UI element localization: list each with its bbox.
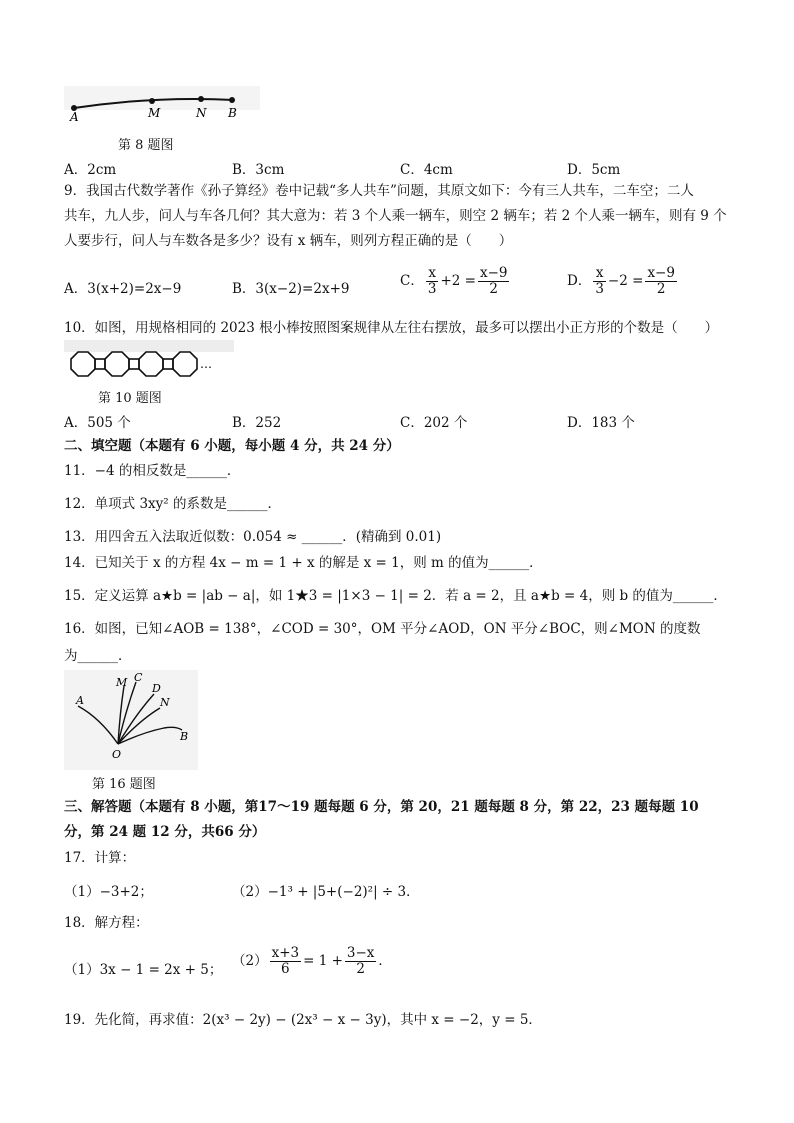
label-m: M	[148, 106, 161, 120]
q9-line-3: 人要步行，问人与车数各是多少？设有 x 辆车，则列方程正确的是（ ）	[64, 233, 513, 249]
q16-line-2: 为______．	[64, 648, 132, 664]
q10-option-c: C．202 个	[400, 415, 468, 431]
q10-option-b: B．252	[232, 415, 282, 431]
q11: 11．−4 的相反数是______．	[64, 463, 241, 479]
ellipsis: …	[200, 357, 212, 371]
label-b: B	[228, 106, 237, 120]
section-3-heading-line-1: 三、解答题（本题有 8 小题，第17～19 题每题 6 分，第 20，21 题每题 8 分，第 22，23 题每题 10	[64, 799, 699, 815]
q9-option-a: A．3(x+2)=2x−9	[64, 281, 182, 297]
q10-option-a: A．505 个	[64, 415, 131, 431]
q13: 13．用四舍五入法取近似数：0.054 ≈ ______．(精确到 0.01)	[64, 529, 442, 545]
q16-figure	[64, 670, 198, 770]
section-3-heading-line-2: 分，第 24 题 12 分，共66 分）	[64, 824, 266, 840]
q14: 14．已知关于 x 的方程 4x − m = 1 + x 的解是 x = 1，则 m 的值为______．	[64, 555, 543, 571]
q18-part-1: （1）3x − 1 = 2x + 5；	[64, 962, 223, 978]
q17-part-1: （1）−3+2；	[64, 884, 153, 900]
q9-line-1: 9．我国古代数学著作《孙子算经》卷中记载“多人共车”问题，其原文如下：今有三人共车，二车空；二人	[64, 183, 694, 199]
label-o: O	[112, 748, 122, 761]
q17-part-2: （2）−1³ + |5+(−2)²| ÷ 3．	[232, 884, 420, 900]
q8-option-b: B．3cm	[232, 162, 285, 178]
q9-option-b: B．3(x−2)=2x+9	[232, 281, 350, 297]
label-b: B	[180, 730, 189, 743]
stick-pattern-diagram	[64, 340, 234, 380]
point-m	[149, 98, 155, 104]
label-c: C	[134, 671, 143, 684]
q19: 19．先化简，再求值：2(x³ − 2y) − (2x³ − x − 3y)，其中 x = −2，y = 5．	[64, 1012, 542, 1028]
q9-option-c: C． $\frac{x}{3}$ +2 = $\frac{x-9}{2}$	[400, 265, 508, 297]
q17-title: 17．计算：	[64, 850, 136, 866]
label-d: D	[152, 682, 161, 695]
label-n: N	[196, 106, 207, 120]
q9-option-d: D． $\frac{x}{3}$ −2 = $\frac{x-9}{2}$	[567, 265, 675, 297]
q8-option-d: D．5cm	[567, 162, 621, 178]
point-b	[229, 97, 235, 103]
q10-figure	[64, 340, 234, 380]
angle-diagram	[64, 670, 198, 770]
section-2-heading: 二、填空题（本题有 6 小题，每小题 4 分，共 24 分）	[64, 438, 400, 454]
q10-caption: 第 10 题图	[98, 391, 162, 406]
q10-option-d: D．183 个	[567, 415, 635, 431]
q8-caption: 第 8 题图	[118, 138, 174, 153]
point-n	[198, 96, 204, 102]
q16-caption: 第 16 题图	[92, 777, 156, 792]
label-a: A	[70, 110, 79, 122]
q8-option-a: A．2cm	[64, 162, 117, 178]
label-a: A	[76, 694, 84, 707]
q18-part-2: （2） $\frac{x+3}{6}$ = 1 + $\frac{3-x}{2}$ ．	[232, 945, 392, 977]
label-m: M	[116, 676, 128, 689]
q12: 12．单项式 3xy² 的系数是______．	[64, 496, 282, 512]
segment-diagram	[64, 86, 260, 122]
q9-line-2: 共车，九人步，问人与车各几何？其大意为：若 3 个人乘一辆车，则空 2 辆车；若 2 个人乘一辆车，则有 9 个	[64, 208, 727, 224]
label-n: N	[160, 696, 170, 709]
q8-option-c: C．4cm	[400, 162, 453, 178]
q8-figure	[64, 86, 260, 122]
q18-title: 18．解方程：	[64, 915, 149, 931]
q16-line-1: 16．如图，已知∠AOB = 138°，∠COD = 30°，OM 平分∠AOD，ON 平分∠BOC，则∠MON 的度数	[64, 621, 701, 637]
q10-text: 10．如图，用规格相同的 2023 根小棒按照图案规律从左往右摆放，最多可以摆出小正方形的个数是（ ）	[64, 320, 719, 336]
q15: 15．定义运算 a★b = |ab − a|，如 1★3 = |1×3 − 1| = 2．若 a = 2，且 a★b = 4，则 b 的值为______．	[64, 588, 727, 604]
